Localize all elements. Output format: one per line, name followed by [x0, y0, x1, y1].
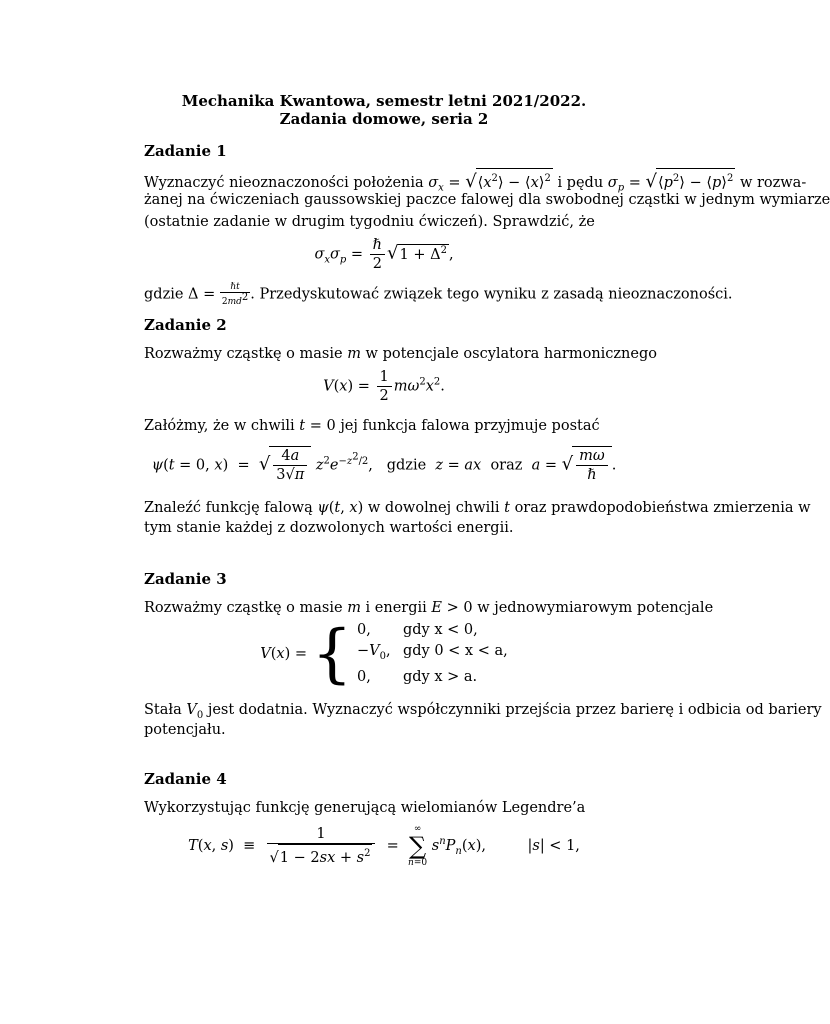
- task1-equation: $\sigma_x\sigma_p$ = $\frac{\text{ℏ}}{2}$ $√1 + \Delta^2$ ,: [314, 237, 454, 272]
- task2-end-line2: tym stanie każdej z dozwolonych wartości energii.: [144, 520, 514, 536]
- task4-heading: Zadanie 4: [144, 770, 227, 788]
- task4-intro: Wykorzystując funkcję generującą wielomianów Legendre’a: [144, 800, 586, 816]
- task3-heading: Zadanie 3: [144, 570, 227, 588]
- document-title: Mechanika Kwantowa, semestr letni 2021/2022.: [181, 92, 587, 110]
- task1-heading: Zadanie 1: [144, 142, 227, 160]
- task4-generating-function-equation: T(x, s) ≡ $\frac{1}{√1 - 2sx + s^2}$ = ∞ ∑ n=0 $s^nP_n(x)$, |s| < 1,: [188, 824, 580, 868]
- task1-line2: żanej na ćwiczeniach gaussowskiej paczce falowej dla swobodnej cząstki w jednym wymiarze: [144, 192, 830, 208]
- task2-potential-equation: V(x) = $\frac{1}{2}$ $m\omega^2x^2$.: [323, 369, 445, 404]
- task2-wavefunction-equation: ψ(t = 0, x) = √ $\frac{4a}{3√\pi}$ $z^2e^{-z^2/2}$, gdzie z = ax oraz a = √ $\frac{m\omega}{\text{ℏ}}$ .: [151, 448, 617, 483]
- task2-end-line1: Znaleźć funkcję falową ψ(t, x) w dowolnej chwili t oraz prawdopodobieństwa zmierzenia w: [144, 500, 811, 516]
- task2-intro: Rozważmy cząstkę o masie m w potencjale oscylatora harmonicznego: [144, 346, 657, 362]
- document-subtitle: Zadania domowe, seria 2: [279, 110, 489, 128]
- task1-line1: Wyznaczyć nieoznaczoności położenia $\sigma_x$ = $√⟨x^2⟩$ − ⟨x⟩$^2$ i pędu $\sigma_p$ = $√⟨p^2⟩$ − ⟨p⟩$^2$ w rozwa-: [144, 168, 806, 199]
- task3-end-line2: potencjału.: [144, 722, 226, 738]
- task3-piecewise-potential: V(x) = { 0, gdy x < 0, $-V_0$, gdy 0 < x < a, 0, gdy x > a.: [260, 616, 508, 691]
- task1-after: gdzie Δ = $\frac{\text{ℏt}}{2md^2}$ . Przedyskutować związek tego wyniku z zasadą nieoznaczoności.: [144, 282, 733, 307]
- task1-line3: (ostatnie zadanie w drugim tygodniu ćwiczeń). Sprawdzić, że: [144, 214, 595, 230]
- task2-heading: Zadanie 2: [144, 316, 227, 334]
- task3-end-line1: Stała $V_0$ jest dodatnia. Wyznaczyć współczynniki przejścia przez barierę i odbicia od bariery: [144, 702, 822, 721]
- task3-intro: Rozważmy cząstkę o masie m i energii E > 0 w jednowymiarowym potencjale: [144, 600, 714, 616]
- task2-mid: Załóżmy, że w chwili t = 0 jej funkcja falowa przyjmuje postać: [144, 418, 600, 434]
